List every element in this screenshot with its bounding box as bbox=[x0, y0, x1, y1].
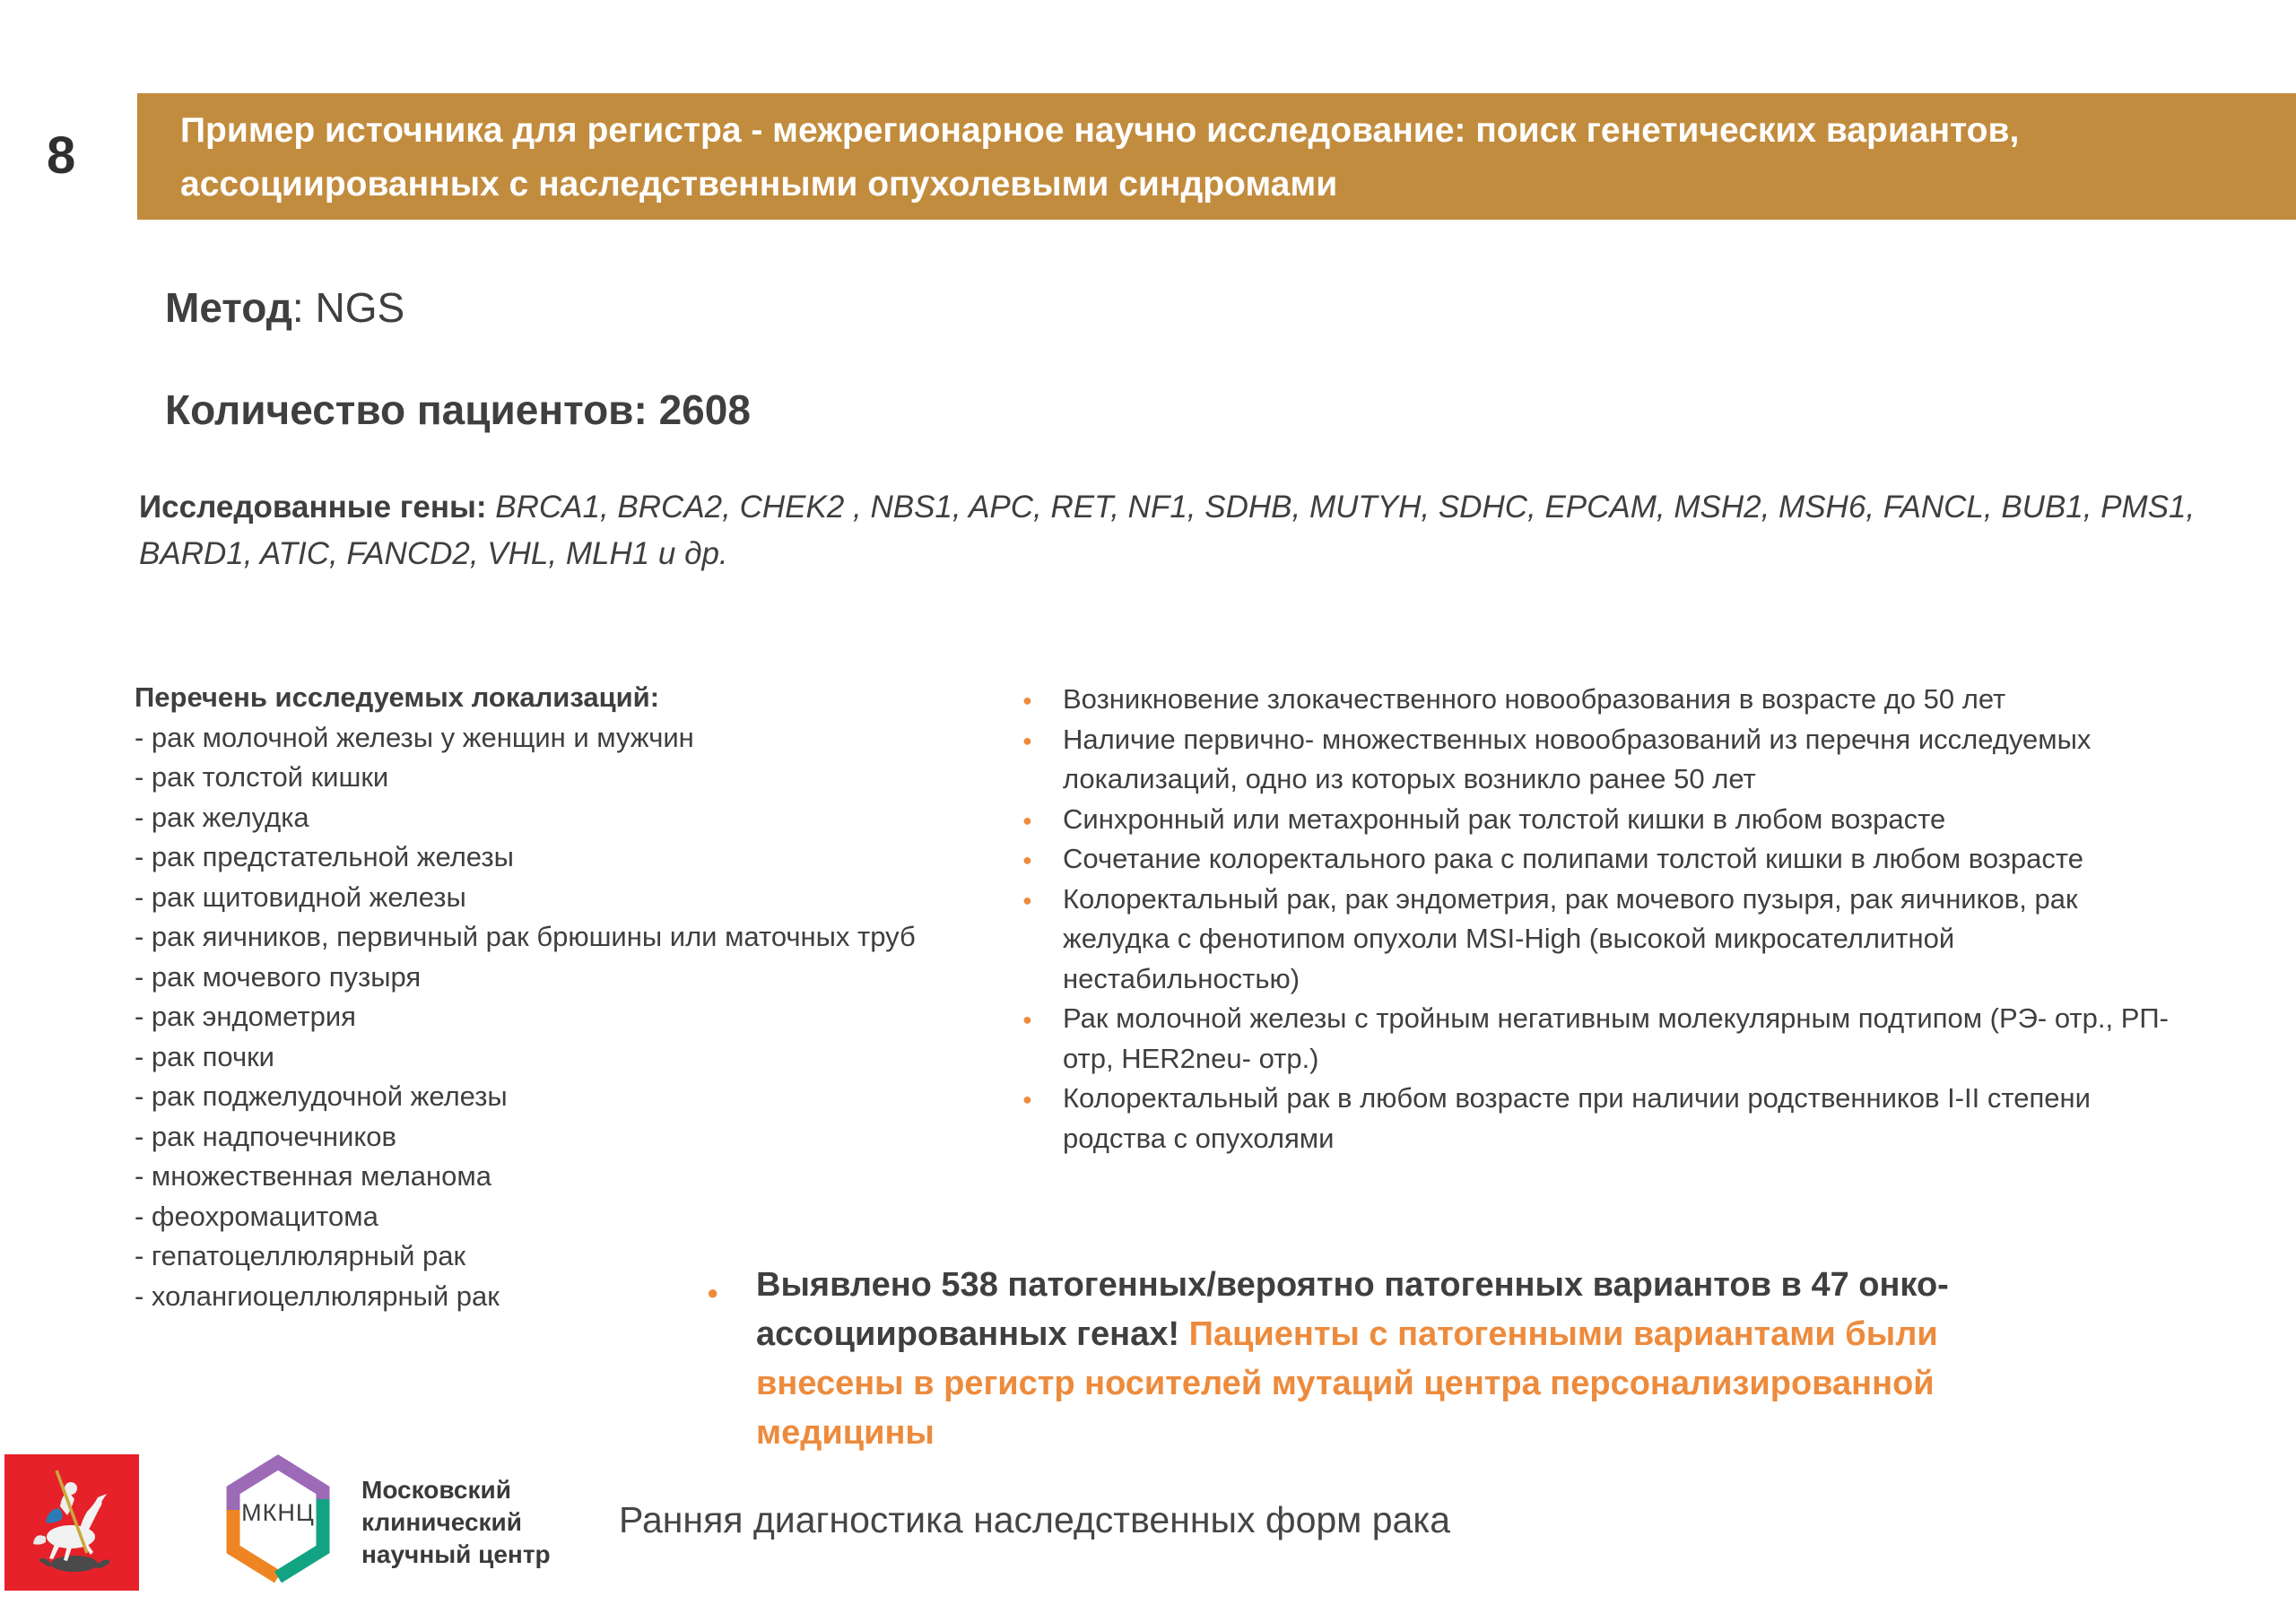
slide-title: Пример источника для регистра - межрегионарное научно исследование: поиск генетических вариантов, ассоциированных с наследственными опухолевыми синдромами bbox=[180, 111, 2020, 204]
localization-item: - рак толстой кишки bbox=[135, 761, 389, 793]
localizations-list bbox=[135, 718, 924, 1317]
moscow-coat-of-arms-icon bbox=[4, 1454, 139, 1591]
genes-paragraph bbox=[139, 484, 2220, 577]
callout-dark-text: Выявлено 538 патогенных/вероятно патогенных вариантов в 47 онко-ассоциированных генах! bbox=[756, 1266, 1949, 1353]
criteria-item: ● Синхронный или метахронный рак толстой кишки в любом возрасте bbox=[1021, 800, 2187, 840]
criteria-item: ● Возникновение злокачественного новообразования в возрасте до 50 лет bbox=[1021, 680, 2187, 720]
genes-list: BRCA1, BRCA2, CHEK2 , NBS1, APC, RET, NF1, SDHB, MUTYH, SDHC, EPCAM, MSH2, MSH6, FANCL, BUB1, PMS1, BARD1, ATIC, FANCD2, VHL, MLH1 и др. bbox=[139, 490, 2196, 571]
localization-item: - рак предстательной железы bbox=[135, 841, 514, 872]
footer-slogan: Ранняя диагностика наследственных форм рака bbox=[619, 1499, 1451, 1540]
method-line bbox=[165, 283, 404, 332]
title-banner bbox=[137, 93, 2296, 220]
localization-item: - рак щитовидной железы bbox=[135, 880, 466, 913]
localization-item: - гепатоцеллюлярный рак bbox=[135, 1240, 466, 1271]
organization-name bbox=[361, 1474, 551, 1571]
criteria-section bbox=[1021, 680, 2187, 1158]
patients-count: 2608 bbox=[647, 386, 751, 433]
slide-number: 8 bbox=[47, 126, 76, 185]
localization-item: - рак надпочечников bbox=[135, 1120, 396, 1152]
genes-label: Исследованные гены: bbox=[139, 490, 496, 525]
mknc-acronym: МКНЦ bbox=[241, 1499, 315, 1526]
localization-item: - рак поджелудочной железы bbox=[135, 1080, 508, 1112]
organization-name-line: Московский bbox=[361, 1476, 511, 1504]
criteria-item: ● Рак молочной железы с тройным негативным молекулярным подтипом (РЭ- отр., РП- отр, HER2neu- отр.) bbox=[1021, 999, 2187, 1079]
localizations-section bbox=[135, 678, 924, 1316]
criteria-item: ● Наличие первично- множественных новообразований из перечня исследуемых локализаций, одно из которых возникло ранее 50 лет bbox=[1021, 720, 2187, 800]
localization-item: - рак почки bbox=[135, 1040, 274, 1072]
localization-item: - холангиоцеллюлярный рак bbox=[135, 1279, 500, 1312]
patients-label: Количество пациентов: bbox=[165, 386, 648, 433]
localization-item: - множественная меланома bbox=[135, 1160, 491, 1192]
localization-item: - феохромацитома bbox=[135, 1200, 378, 1232]
localization-item: - рак молочной железы у женщин и мужчин bbox=[135, 721, 694, 753]
patients-line bbox=[165, 386, 751, 434]
criteria-item: ● Колоректальный рак в любом возрасте при наличии родственников I-II степени родства с опухолями bbox=[1021, 1079, 2187, 1158]
criteria-list bbox=[1021, 680, 2187, 1158]
criteria-item: ● Колоректальный рак, рак эндометрия, рак мочевого пузыря, рак яичников, рак желудка с фенотипом опухоли MSI-High (высокой микросателлитной нестабильностью) bbox=[1021, 880, 2187, 1000]
localizations-heading: Перечень исследуемых локализаций: bbox=[135, 681, 660, 713]
localization-item: - рак яичников, первичный рак брюшины или маточных труб bbox=[135, 921, 916, 952]
callout-orange-text: Пациенты с патогенными вариантами были внесены в регистр носителей мутаций центра персонализированной медицины bbox=[756, 1315, 1938, 1452]
results-callout bbox=[707, 1261, 2066, 1458]
localization-item: - рак эндометрия bbox=[135, 1001, 356, 1032]
localization-item: - рак мочевого пузыря bbox=[135, 960, 422, 993]
method-label: Метод bbox=[165, 284, 292, 331]
criteria-item: ● Сочетание колоректального рака с полипами толстой кишки в любом возрасте bbox=[1021, 839, 2187, 880]
method-value: : NGS bbox=[291, 284, 405, 331]
organization-name-line: клинический bbox=[361, 1508, 522, 1536]
organization-name-line: научный центр bbox=[361, 1540, 551, 1568]
localization-item: - рак желудка bbox=[135, 801, 309, 833]
